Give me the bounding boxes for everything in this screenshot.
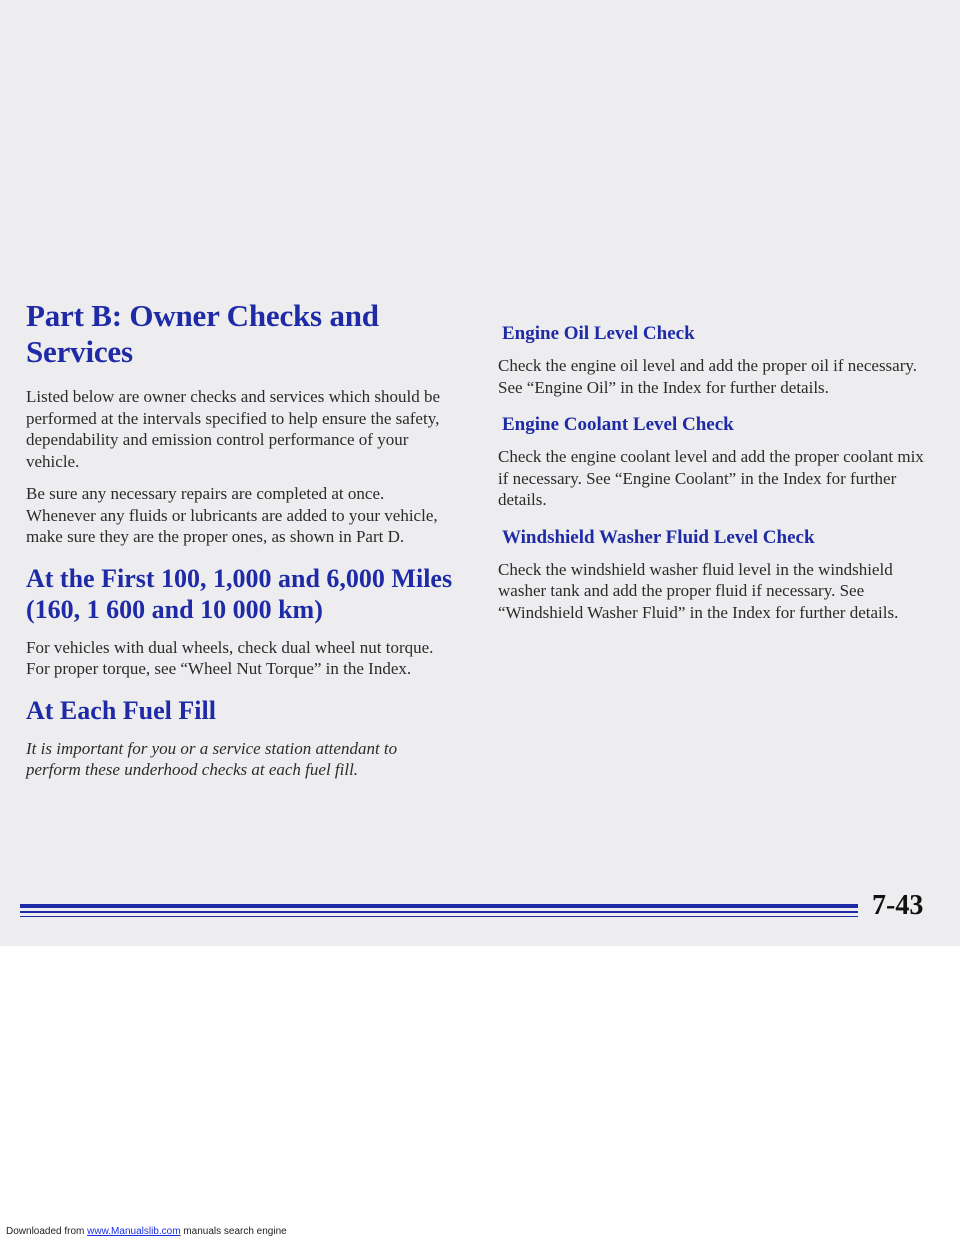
intro-paragraph-1: Listed below are owner checks and services which should be performed at the intervals specified to help ensure the safety, dependability and emission control performance of your vehicle. bbox=[26, 387, 441, 471]
engine-oil-heading: Engine Oil Level Check bbox=[502, 323, 695, 344]
footer-suffix: manuals search engine bbox=[180, 1226, 287, 1237]
left-column bbox=[26, 298, 456, 792]
washer-fluid-heading: Windshield Washer Fluid Level Check bbox=[502, 526, 815, 548]
footer-prefix: Downloaded from bbox=[6, 1226, 88, 1237]
engine-oil-text: Check the engine oil level and add the proper oil if necessary. See “Engine Oil” in the Index for further details. bbox=[498, 356, 918, 397]
washer-fluid-text: Check the windshield washer fluid level in the windshield washer tank and add the proper fluid if necessary. See “Windshield Washer Fluid” in the Index for further details. bbox=[498, 559, 899, 622]
footer-rule-thin bbox=[20, 916, 858, 917]
manualslib-link[interactable]: www.Manualslib.com bbox=[87, 1226, 181, 1237]
fuel-fill-heading: At Each Fuel Fill bbox=[26, 695, 216, 725]
page-number: 7-43 bbox=[872, 890, 924, 921]
footer-rule-thick bbox=[20, 904, 858, 908]
footer-rule-mid bbox=[20, 911, 858, 913]
fuel-fill-text: It is important for you or a service station attendant to perform these underhood checks at each fuel fill. bbox=[26, 738, 398, 779]
download-footer bbox=[6, 1226, 287, 1237]
first-miles-text: For vehicles with dual wheels, check dual wheel nut torque. For proper torque, see “Wheel Nut Torque” in the Index. bbox=[26, 637, 434, 678]
engine-coolant-heading: Engine Coolant Level Check bbox=[502, 414, 734, 435]
engine-coolant-text: Check the engine coolant level and add the proper coolant mix if necessary. See “Engine Coolant” in the Index for further details. bbox=[498, 447, 924, 509]
first-miles-heading: At the First 100, 1,000 and 6,000 Miles (160, 1 600 and 10 000 km) bbox=[26, 563, 453, 624]
part-b-title: Part B: Owner Checks and Services bbox=[26, 298, 379, 369]
right-column bbox=[498, 322, 928, 634]
intro-paragraph-2: Be sure any necessary repairs are completed at once. Whenever any fluids or lubricants are added to your vehicle, make sure they are the proper ones, as shown in Part D. bbox=[26, 484, 438, 546]
